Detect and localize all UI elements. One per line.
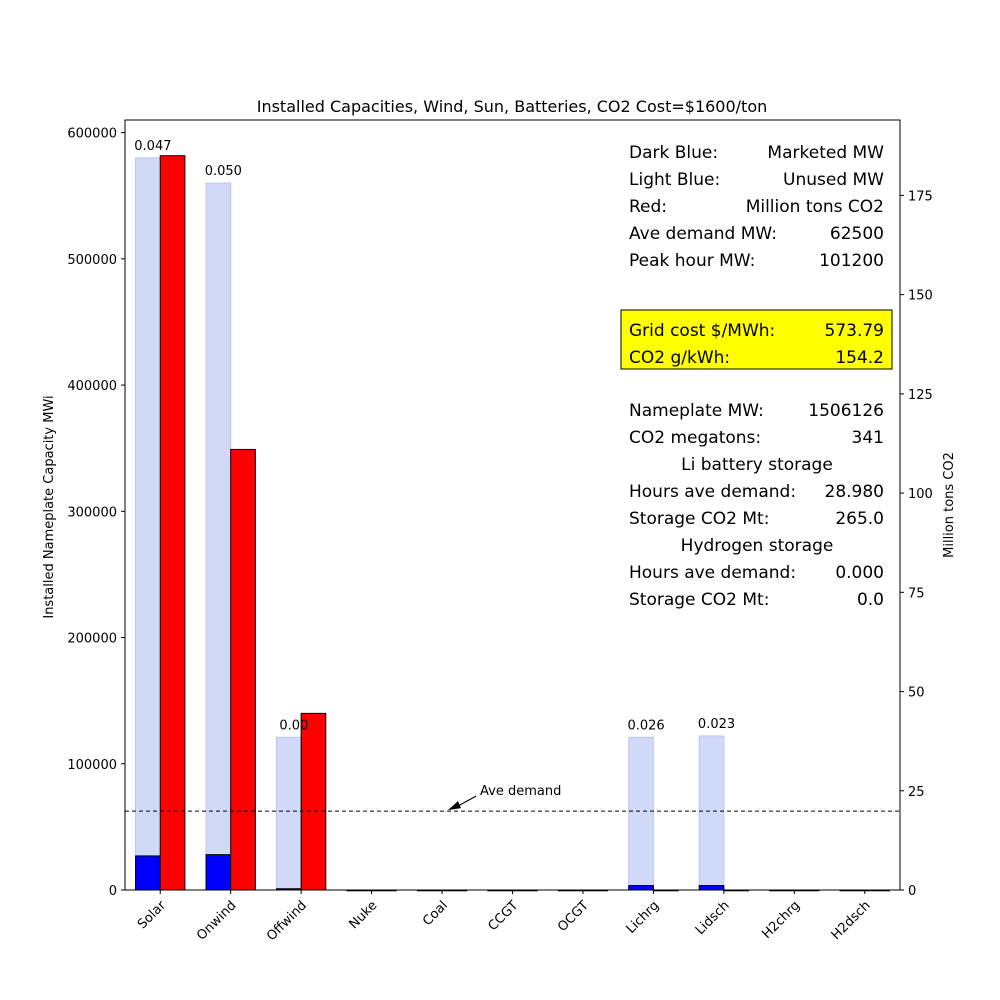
x-tick-label-coal: Coal bbox=[420, 898, 451, 930]
x-tick-label-lidsch: Lidsch bbox=[692, 898, 733, 939]
y2-tick-label: 125 bbox=[908, 387, 933, 403]
bar-label-solar: 0.047 bbox=[134, 138, 172, 154]
x-tick-label-h2chrg: H2chrg bbox=[759, 898, 804, 942]
bar-unused-lidsch bbox=[699, 736, 724, 890]
y-tick-label: 600000 bbox=[67, 126, 117, 142]
bar-label-lidsch: 0.023 bbox=[697, 717, 736, 732]
x-tick-label-lichrg: Lichrg bbox=[623, 898, 663, 937]
stats-key: Storage CO2 Mt: bbox=[629, 590, 770, 610]
cost-value: 573.79 bbox=[824, 321, 884, 341]
y2-tick-label: 175 bbox=[908, 189, 933, 205]
x-tick-label-solar: Solar bbox=[135, 898, 170, 933]
y-tick-label: 100000 bbox=[67, 757, 117, 773]
bar-marketed-solar bbox=[136, 856, 161, 890]
legend-value: 62500 bbox=[829, 224, 884, 244]
y2-tick-label: 150 bbox=[908, 288, 933, 304]
y2-axis-label: Million tons CO2 bbox=[942, 452, 957, 558]
bar-unused-lichrg bbox=[629, 737, 654, 890]
ave-demand-label: Ave demand bbox=[480, 784, 562, 800]
legend-key: Peak hour MW: bbox=[629, 251, 756, 271]
stats-value: 265.0 bbox=[835, 509, 884, 529]
x-tick-label-ccgt: CCGT bbox=[485, 898, 522, 935]
x-tick-label-onwind: Onwind bbox=[194, 898, 240, 944]
y-tick-label: 200000 bbox=[67, 631, 117, 647]
stats-key: Hours ave demand: bbox=[629, 563, 797, 583]
y-tick-label: 400000 bbox=[67, 379, 117, 395]
stats-key: Hours ave demand: bbox=[629, 482, 797, 502]
cost-key: CO2 g/kWh: bbox=[629, 348, 731, 368]
y-axis-label: Installed Nameplate Capacity MWi bbox=[42, 395, 57, 619]
legend-value: Unused MW bbox=[783, 170, 884, 190]
stats-heading: Li battery storage bbox=[681, 455, 833, 475]
bar-marketed-onwind bbox=[206, 855, 231, 890]
y2-tick-label: 100 bbox=[908, 487, 933, 503]
x-tick-label-nuke: Nuke bbox=[346, 898, 381, 933]
legend-key: Light Blue: bbox=[629, 170, 721, 190]
legend-key: Dark Blue: bbox=[629, 143, 719, 163]
y2-tick-label: 0 bbox=[908, 884, 917, 899]
chart-title: Installed Capacities, Wind, Sun, Batteries, CO2 Cost=$1600/ton bbox=[256, 97, 768, 116]
bar-co2-offwind bbox=[301, 713, 326, 890]
x-tick-label-offwind: Offwind bbox=[264, 898, 310, 945]
bar-label-offwind: 0.00 bbox=[279, 718, 309, 734]
bar-label-onwind: 0.050 bbox=[204, 164, 242, 180]
stats-key: Storage CO2 Mt: bbox=[629, 509, 770, 529]
cost-value: 154.2 bbox=[835, 348, 884, 368]
stats-value: 28.980 bbox=[824, 482, 884, 502]
y2-tick-label: 25 bbox=[908, 784, 925, 800]
bar-label-lichrg: 0.026 bbox=[627, 718, 665, 734]
stats-value: 1506126 bbox=[808, 401, 884, 421]
y2-tick-label: 75 bbox=[908, 586, 925, 602]
y-tick-label: 500000 bbox=[67, 252, 117, 268]
legend-value: Million tons CO2 bbox=[745, 197, 884, 217]
stats-value: 0.0 bbox=[856, 590, 884, 610]
stats-key: CO2 megatons: bbox=[629, 428, 762, 448]
stats-value: 0.000 bbox=[835, 563, 884, 583]
cost-key: Grid cost $/MWh: bbox=[629, 321, 776, 341]
legend-value: 101200 bbox=[819, 251, 884, 271]
y-tick-label: 300000 bbox=[67, 505, 117, 521]
bar-co2-onwind bbox=[231, 449, 256, 890]
legend-key: Red: bbox=[629, 197, 668, 217]
x-tick-label-ocgt: OCGT bbox=[555, 898, 592, 935]
legend-value: Marketed MW bbox=[767, 143, 884, 163]
bar-unused-onwind bbox=[206, 183, 231, 890]
stats-heading: Hydrogen storage bbox=[680, 536, 834, 556]
legend-key: Ave demand MW: bbox=[629, 224, 777, 244]
y2-tick-label: 50 bbox=[908, 685, 925, 701]
bar-unused-solar bbox=[136, 158, 161, 890]
bar-unused-offwind bbox=[276, 737, 301, 890]
stats-key: Nameplate MW: bbox=[629, 401, 764, 421]
stats-value: 341 bbox=[851, 428, 884, 448]
bar-marketed-lichrg bbox=[629, 886, 654, 890]
bar-marketed-lidsch bbox=[699, 886, 724, 890]
y-tick-label: 0 bbox=[108, 884, 117, 899]
x-tick-label-h2dsch: H2dsch bbox=[828, 898, 874, 944]
bar-co2-solar bbox=[160, 156, 185, 890]
